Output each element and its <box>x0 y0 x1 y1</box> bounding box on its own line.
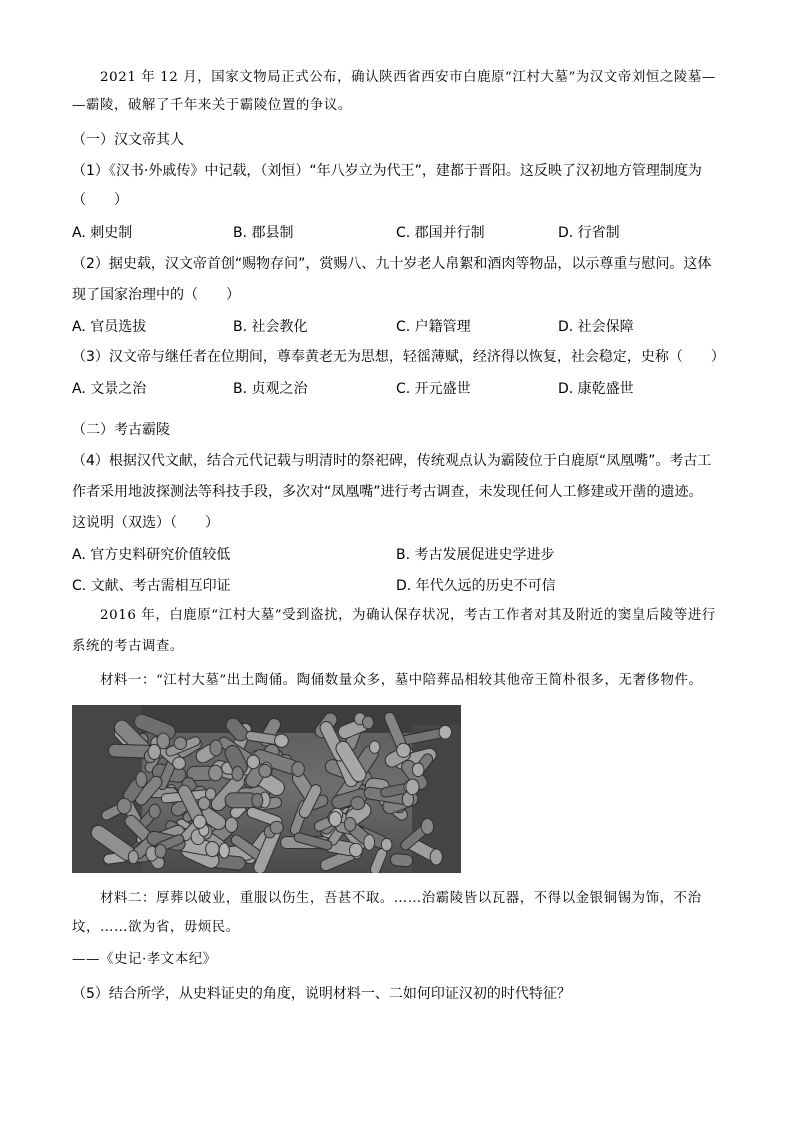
figurine-head <box>136 771 147 787</box>
material-2-line-1: 材料二：厚葬以破业，重服以伤生，吾甚不取。……治霸陵皆以瓦器，不得以金银铜锡为饰，不治 <box>100 891 702 906</box>
q2-option-a[interactable]: A. 官员选拔 <box>72 319 147 335</box>
figurine-head <box>247 755 259 769</box>
figurine-head <box>149 804 160 818</box>
figurine-head <box>362 716 373 729</box>
q3-option-a[interactable]: A. 文景之治 <box>72 381 147 397</box>
figurine-head <box>259 764 271 777</box>
figurine-head <box>351 797 365 810</box>
q4-stem-line-1: （4）根据汉代文献，结合元代记载与明清时的祭祀碑，传统观点认为霸陵位于白鹿原“凤凰嘴”。考古工 <box>72 453 712 469</box>
figurine-head <box>232 767 243 781</box>
figurine-head <box>292 762 305 777</box>
q3-option-d[interactable]: D. 康乾盛世 <box>558 381 634 397</box>
q3-option-b[interactable]: B. 贞观之治 <box>233 381 308 397</box>
material-2-line-2: 坟，……欲为省，毋烦民。 <box>72 920 240 935</box>
q4-stem-line-2: 作者采用地波探测法等科技手段，多次对“凤凰嘴”进行考古调查，未发现任何人工修建或开凿的遗迹。 <box>72 484 703 500</box>
figurine-head <box>206 788 216 800</box>
q1-option-a[interactable]: A. 刺史制 <box>72 225 133 241</box>
figurine-head <box>329 811 341 826</box>
para-2016-line-2: 系统的考古调查。 <box>72 639 184 654</box>
figurine-head <box>206 841 220 856</box>
figurine-head <box>270 821 283 834</box>
figurine-head <box>412 763 424 777</box>
figurine-head <box>406 779 419 795</box>
q2-option-d[interactable]: D. 社会保障 <box>558 319 634 335</box>
q5-stem: （5）结合所学，从史料证史的角度，说明材料一、二如何印证汉初的时代特征？ <box>72 986 571 1002</box>
figurine-head <box>128 851 138 864</box>
figurine-head <box>173 757 186 769</box>
figurine-head <box>117 798 131 813</box>
figurine-head <box>219 843 229 858</box>
q1-option-b[interactable]: B. 郡县制 <box>233 225 294 241</box>
figurine-body <box>390 853 413 867</box>
material-1: 材料一：“江村大墓”出土陶俑。陶俑数量众多，墓中陪葬品相较其他帝王简朴很多，无奢侈物件。 <box>100 673 703 688</box>
q3-stem: （3）汉文帝与继任者在位期间，尊奉黄老无为思想，轻徭薄赋，经济得以恢复，社会稳定，史称（ ） <box>72 349 725 365</box>
section-2-heading: （二）考古霸陵 <box>72 422 170 438</box>
figurine-head <box>225 817 237 832</box>
figurine-head <box>148 744 160 759</box>
q1-option-c[interactable]: C. 郡国并行制 <box>396 225 485 241</box>
figurine-head <box>364 834 375 850</box>
figurine-head <box>369 741 380 753</box>
figurine-head <box>174 737 186 749</box>
figurine-head <box>210 740 222 756</box>
q1-stem-line-1: （1）《汉书·外戚传》中记载，（刘恒）“年八岁立为代王”，建都于晋阳。这反映了汉初地方管理制度为 <box>72 163 702 179</box>
figurine-head <box>397 743 411 757</box>
figurine-head <box>209 765 223 781</box>
q2-option-c[interactable]: C. 户籍管理 <box>396 319 471 335</box>
figurine-head <box>193 815 206 828</box>
q4-option-c[interactable]: C. 文献、考古需相互印证 <box>72 578 231 594</box>
q1-option-d[interactable]: D. 行省制 <box>558 225 620 241</box>
intro-line-1: 2021 年 12 月，国家文物局正式公布，确认陕西省西安市白鹿原“江村大墓”为汉文帝刘恒之陵墓— <box>100 70 716 85</box>
q2-stem-line-2: 现了国家治理中的（ ） <box>72 287 240 303</box>
intro-line-2: —霸陵，破解了千年来关于霸陵位置的争议。 <box>72 98 352 113</box>
q4-option-a[interactable]: A. 官方史料研究价值较低 <box>72 547 231 563</box>
figurine-head <box>252 793 263 807</box>
material-2-source: ——《史记·孝文本纪》 <box>72 952 217 967</box>
figurine-head <box>381 838 392 851</box>
figurine-head <box>421 819 433 835</box>
terracotta-figurines-photo <box>72 705 461 873</box>
q2-option-b[interactable]: B. 社会教化 <box>233 319 308 335</box>
figurine-head <box>439 725 452 739</box>
q4-option-b[interactable]: B. 考古发展促进史学进步 <box>396 547 555 563</box>
figurine-head <box>430 849 442 865</box>
q4-option-d[interactable]: D. 年代久远的历史不可信 <box>396 578 556 594</box>
q1-stem-line-2: （ ） <box>72 192 128 208</box>
q3-option-c[interactable]: C. 开元盛世 <box>396 381 471 397</box>
para-2016-line-1: 2016 年，白鹿原“江村大墓”受到盗扰，为确认保存状况，考古工作者对其及附近的窦皇后陵等进行 <box>100 608 716 623</box>
figurine-head <box>344 817 355 831</box>
q2-stem-line-1: （2）据史载，汉文帝首创“赐物存问”，赏赐八、九十岁老人帛絮和酒肉等物品，以示尊重与慰问。这体 <box>72 256 712 272</box>
q4-stem-line-3: 这说明（双选）（ ） <box>72 515 219 531</box>
section-1-heading: （一）汉文帝其人 <box>72 132 184 148</box>
figurine-head <box>155 844 166 858</box>
figurine-head <box>275 734 289 747</box>
figurine-head <box>349 843 362 857</box>
